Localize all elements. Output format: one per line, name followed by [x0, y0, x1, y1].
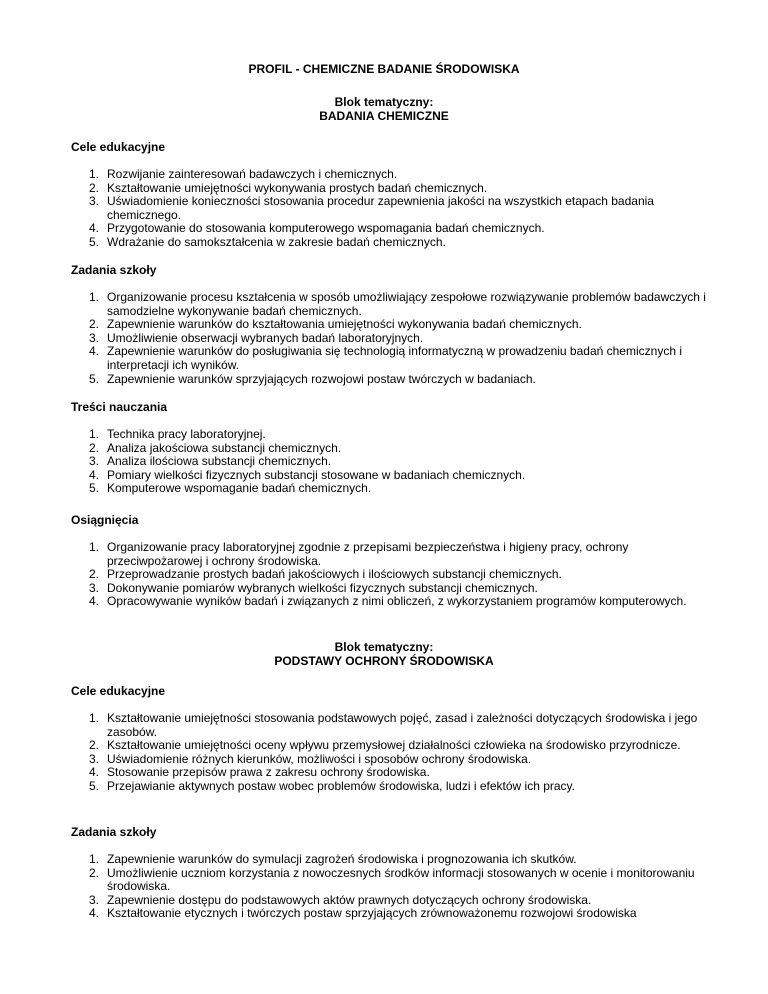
list-item: 4. Zapewnienie warunków do posługiwania się technologią informatyczną w prowadzeniu badań chemicznych i interpretacji ich wyników. — [89, 344, 682, 372]
list-item: 1. Kształtowanie umiejętności stosowania podstawowych pojęć, zasad i zależności dotyczących środowiska i jego zasobów. — [89, 711, 698, 739]
list-item: 2. Umożliwienie uczniom korzystania z nowoczesnych środków informacji stosowanych w ocenie i monitorowaniu środowiska. — [89, 865, 695, 894]
list-item: 5. Przejawianie aktywnych postaw wobec problemów środowiska, ludzi i efektów ich pracy. — [89, 778, 575, 793]
list-item: 1. Technika pracy laboratoryjnej. — [89, 427, 266, 441]
list-item: 2. Kształtowanie umiejętności oceny wpływu przemysłowej działalności człowieka na środowisko przyrodnicze. — [89, 738, 681, 753]
block-1-content-list — [71, 428, 711, 496]
list-item: 5. Wdrażanie do samokształcenia w zakresie badań chemicznych. — [89, 234, 446, 249]
list-item: 3. Dokonywanie pomiarów wybranych wielkości fizycznych substancji chemicznych. — [89, 580, 538, 595]
list-item: 2. Kształtowanie umiejętności wykonywania prostych badań chemicznych. — [89, 180, 488, 195]
list-item: 1. Organizowanie pracy laboratoryjnej zgodnie z przepisami bezpieczeństwa i higieny pracy, ochrony przeciwpożarowej i ochrony środowiska. — [89, 540, 629, 568]
list-item: 1. Organizowanie procesu kształcenia w sposób umożliwiający zespołowe rozwiązywanie problemów badawczych i samodzielne wykonywanie badań chemicznych. — [89, 290, 706, 318]
list-item: 3. Uświadomienie różnych kierunków, możliwości i sposobów ochrony środowiska. — [89, 751, 532, 766]
list-item: 5. Zapewnienie warunków sprzyjających rozwojowi postaw twórczych w badaniach. — [89, 371, 536, 386]
block-1-achievements-list — [71, 541, 711, 609]
block-1-goals-list — [71, 168, 711, 250]
block-1-header — [0, 96, 768, 123]
block-2-school-tasks-list — [71, 853, 711, 921]
list-item: 2. Przeprowadzanie prostych badań jakościowych i ilościowych substancji chemicznych. — [89, 567, 562, 582]
list-item: 4. Przygotowanie do stosowania komputerowego wspomagania badań chemicznych. — [89, 221, 545, 236]
document-title: PROFIL - CHEMICZNE BADANIE ŚRODOWISKA — [248, 62, 520, 76]
list-item: 1. Zapewnienie warunków do symulacji zagrożeń środowiska i prognozowania ich skutków. — [89, 852, 577, 866]
list-item: 3. Uświadomienie konieczności stosowania procedur zapewnienia jakości na wszystkich etapach badania chemicznego. — [89, 194, 654, 222]
list-item: 5. Komputerowe wspomaganie badań chemicznych. — [89, 481, 372, 496]
list-item: 4. Pomiary wielkości fizycznych substancji stosowane w badaniach chemicznych. — [89, 467, 526, 482]
list-item: 1. Rozwijanie zainteresowań badawczych i chemicznych. — [89, 167, 398, 181]
section-heading: Cele edukacyjne — [71, 140, 166, 154]
section-heading: Zadania szkoły — [71, 825, 157, 839]
block-2-name: PODSTAWY OCHRONY ŚRODOWISKA — [274, 653, 494, 668]
block-1-name: BADANIA CHEMICZNE — [319, 108, 449, 123]
section-heading: Treści nauczania — [71, 400, 168, 414]
block-2-label: Blok tematyczny: — [334, 640, 434, 654]
list-item: 2. Analiza jakościowa substancji chemicznych. — [89, 440, 342, 455]
block-2-header — [0, 641, 768, 668]
list-item: 4. Opracowywanie wyników badań i związanych z nimi obliczeń, z wykorzystaniem programów komputerowych. — [89, 594, 687, 609]
block-2-goals-list — [71, 712, 711, 794]
list-item: 3. Umożliwienie obserwacji wybranych badań laboratoryjnych. — [89, 330, 424, 345]
list-item: 3. Analiza ilościowa substancji chemicznych. — [89, 454, 332, 469]
list-item: 3. Zapewnienie dostępu do podstawowych aktów prawnych dotyczących ochrony środowiska. — [89, 892, 592, 907]
section-heading: Zadania szkoły — [71, 263, 157, 277]
list-item: 4. Kształtowanie etycznych i twórczych postaw sprzyjających zrównoważonemu rozwojowi środowiska — [89, 906, 637, 921]
list-item: 4. Stosowanie przepisów prawa z zakresu ochrony środowiska. — [89, 765, 430, 780]
list-item: 2. Zapewnienie warunków do kształtowania umiejętności wykonywania badań chemicznych. — [89, 317, 582, 332]
section-heading: Osiągnięcia — [71, 513, 139, 527]
block-1-label: Blok tematyczny: — [334, 95, 434, 109]
block-1-school-tasks-list — [71, 291, 711, 386]
section-heading: Cele edukacyjne — [71, 684, 166, 698]
